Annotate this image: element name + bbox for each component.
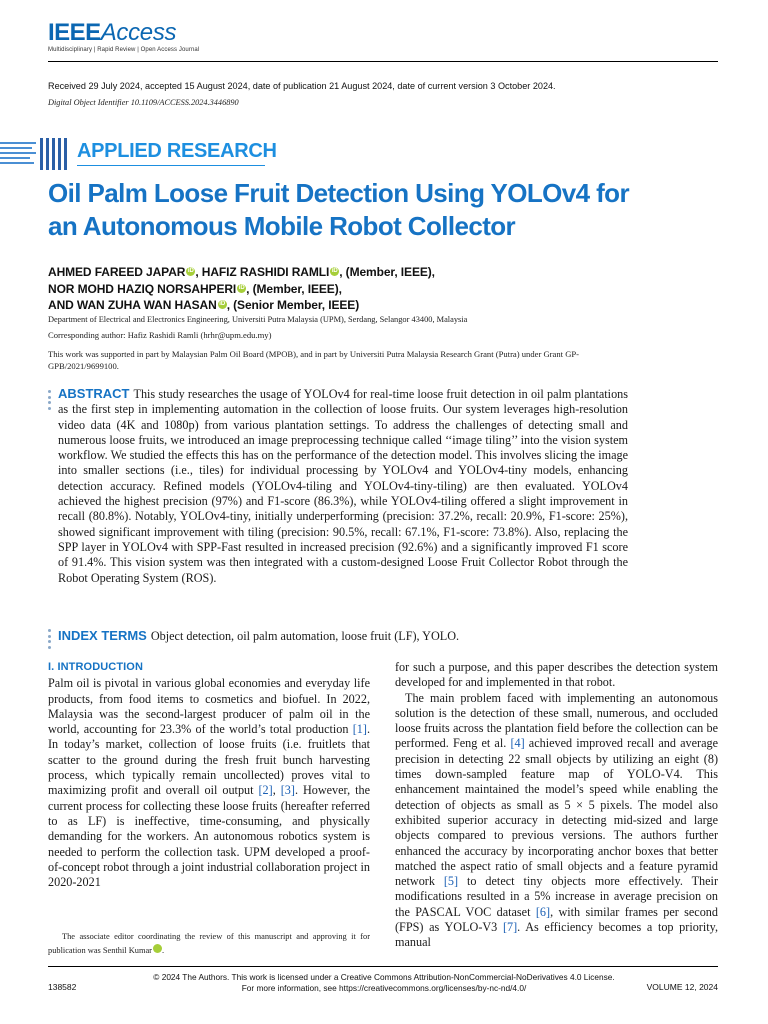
intro-paragraph-1 [48,676,370,890]
paper-title [48,177,698,243]
title-line-2: an Autonomous Mobile Robot Collector [48,211,516,241]
index-terms-label: INDEX TERMS [58,628,147,643]
banner-stripe [0,157,30,159]
logo-access: Access [100,19,177,46]
author-name: AND WAN ZUHA WAN HASAN [48,298,217,312]
citation-link[interactable]: [3] [280,783,295,798]
intro-paragraph-continued: for such a purpose, and this paper describes the detection system developed for and implemented in that robot. [395,660,718,690]
abstract-dots-icon [48,390,51,412]
author-name: AHMED FAREED JAPAR [48,265,186,279]
banner-bar [40,138,43,170]
footnote-text: The associate editor coordinating the review of this manuscript and approving it for publication was Senthil Kumar [48,932,370,955]
banner-label: APPLIED RESEARCH [77,140,277,162]
header-divider [48,61,718,62]
doi: Digital Object Identifier 10.1109/ACCESS.2024.3446890 [48,98,239,107]
license-line-2[interactable]: For more information, see https://creativecommons.org/licenses/by-nc-nd/4.0/ [241,982,527,993]
banner-bar [58,138,61,170]
body-text: . As efficiency becomes a top priority, manual [395,920,718,950]
section-heading-introduction: I. INTRODUCTION [48,661,143,673]
abstract [58,386,628,586]
citation-link[interactable]: [1] [352,722,367,737]
body-text: to detect tiny objects more effectively. Their modifications resulted in a 5% increase in average precision on the PASCAL VOC dataset [395,874,719,919]
banner-underline [77,165,265,166]
banner-bar [46,138,49,170]
corresponding-author: Corresponding author: Hafiz Rashidi Ramli (hrhr@upm.edu.my) [48,330,272,340]
body-text: , [272,783,281,798]
banner-stripe [0,142,36,144]
banner-stripe [0,152,36,154]
body-text: achieved improved recall and average precision in detecting 22 small objects by utilizing an eight (8) times down-sampled feature map of YOLO-V4. This enhancement maintained the model’s speed while enabling the detection of objects as small as 5 × 5 pixels. The model also exhibited superior accuracy in detecting mid-sized and large objects compared to previous versions. The authors further enhanced the accuracy by incorporating anchor boxes that better matched the aspect ratio of small objects and a feature pyramid network [395,736,718,889]
orcid-icon[interactable]: iD [153,944,162,953]
banner-bar [52,138,55,170]
citation-link[interactable]: [4] [510,736,525,751]
funding-statement: This work was supported in part by Malaysian Palm Oil Board (MPOB), and in part by Universiti Putra Malaysia Research Grant (Putra) under Grant GP-GPB/2021/9699100. [48,349,580,371]
orcid-icon[interactable]: iD [219,301,226,307]
abstract-text: This study researches the usage of YOLOv4 for real-time loose fruit detection in oil palm plantations as the first step in implementing automation in the collection of loose fruits. Our system leverages high-resolution video data (4K and 1080p) from various plantation settings. To address the challenges of detecting small and numerous loose fruits, we introduced an image preprocessing technique called ‘‘image tiling’’ into the vision system workflow. We studied the effects this has on the performance of the detection model. This involves slicing the image into smaller sections (i.e., tiles) for individual processing by YOLOv4 and YOLOv4-tiny models, enhancing detection accuracy. Refined models (YOLOv4-tiling and YOLOv4-tiny-tiling) are then evaluated. YOLOv4 achieved the highest precision (97%) and F1-score (86.3%), while YOLOv4-tiling offered a slight improvement in recall (80.8%). Notably, YOLOv4-tiny, initially underperforming (precision: 37.2%, recall: 20.9%, F1-score: 25%), showed significant improvement with tiling (precision: 90.5%, recall: 67.1%, F1-score: 73.8%). Also, replacing the SPP layer in YOLOv4 with SPP-Fast resulted in increased precision (92.6%) and a significantly improved F1 score of 91.4%. This vision system was then integrated with a custom-designed Loose Fruit Collector Robot through the Robot Operating System (ROS). [58,387,628,585]
index-terms-dots-icon [48,629,51,651]
right-column [395,660,718,951]
intro-paragraph-2 [395,691,718,951]
affiliation: Department of Electrical and Electronics Engineering, Universiti Putra Malaysia (UPM), Serdang, Selangor 43400, Malaysia [48,315,468,324]
journal-logo [48,20,208,60]
citation-link[interactable]: [5] [443,874,459,889]
author-list [48,264,708,314]
abstract-label: ABSTRACT [58,386,130,401]
logo-tagline: Multidisciplinary | Rapid Review | Open Access Journal [48,47,200,53]
citation-link[interactable]: [7] [502,920,518,935]
body-text: The main problem faced with implementing an autonomous solution is the detection of these small, numerous, and occluded loose fruits across the plantation field before the collection can be performed. Feng et al. [395,690,718,751]
body-text: . In today’s market, collection of loose fruits (i.e. fruitlets that scatter to the ground during the fresh fruit bunch harvesting process, which typically remain uncollected) proves vital to maximizing profit and overall oil output [48,722,370,798]
author-role: , (Member, IEEE), [339,265,435,279]
banner-stripe [0,162,34,164]
title-line-1: Oil Palm Loose Fruit Detection Using YOLOv4 for [48,178,629,208]
body-text: , with similar frames per second (FPS) as YOLO-V3 [395,904,718,935]
orcid-icon[interactable]: iD [238,284,245,291]
left-column [48,660,370,890]
index-terms [58,628,628,644]
page-number: 138582 [48,982,77,992]
author-line-1 [48,264,708,281]
editor-footnote: The associate editor coordinating the review of this manuscript and approving it for publication was Senthil Kumar iD. [48,932,370,955]
volume-info: VOLUME 12, 2024 [646,982,718,992]
author-name: NOR MOHD HAZIQ NORSAHPERI [48,281,237,296]
orcid-icon[interactable]: iD [187,268,194,274]
index-terms-text: Object detection, oil palm automation, loose fruit (LF), YOLO. [150,629,460,643]
body-text: . However, the current process for collecting these loose fruits (hereafter referred to as LF) is ineffective, time-consuming, and physically demanding for the workers. An autonomous robotics system is needed to perform the collection task. UPM developed a proof-of-concept robot through a joint industrial collaboration project in 2020-2021 [48,783,371,890]
author-role: , (Member, IEEE), [246,281,342,296]
author-line-2 [48,281,708,298]
banner-bar [64,138,67,170]
logo-ieee: IEEE [48,19,101,46]
license-line-1: © 2024 The Authors. This work is licensed under a Creative Commons Attribution-NonCommercial-NoDerivatives 4.0 License. [153,972,615,982]
author-line-3 [48,297,708,314]
citation-link[interactable]: [2] [258,783,273,798]
footer-divider [48,966,718,967]
author-name: , HAFIZ RASHIDI RAMLI [195,265,330,279]
orcid-icon[interactable]: iD [331,268,338,274]
citation-link[interactable]: [6] [535,904,551,919]
section-banner [0,138,280,170]
banner-stripe [0,147,32,149]
received-dates: Received 29 July 2024, accepted 15 August 2024, date of publication 21 August 2024, date of current version 3 October 2024. [48,81,556,91]
author-role: , (Senior Member, IEEE) [226,298,360,312]
body-text: Palm oil is pivotal in various global economies and everyday life products, from food items to cosmetics and biofuel. In 2022, Malaysia was the second-largest producer of palm oil in the world, accounting for 23.3% of the world’s total production [48,676,370,737]
